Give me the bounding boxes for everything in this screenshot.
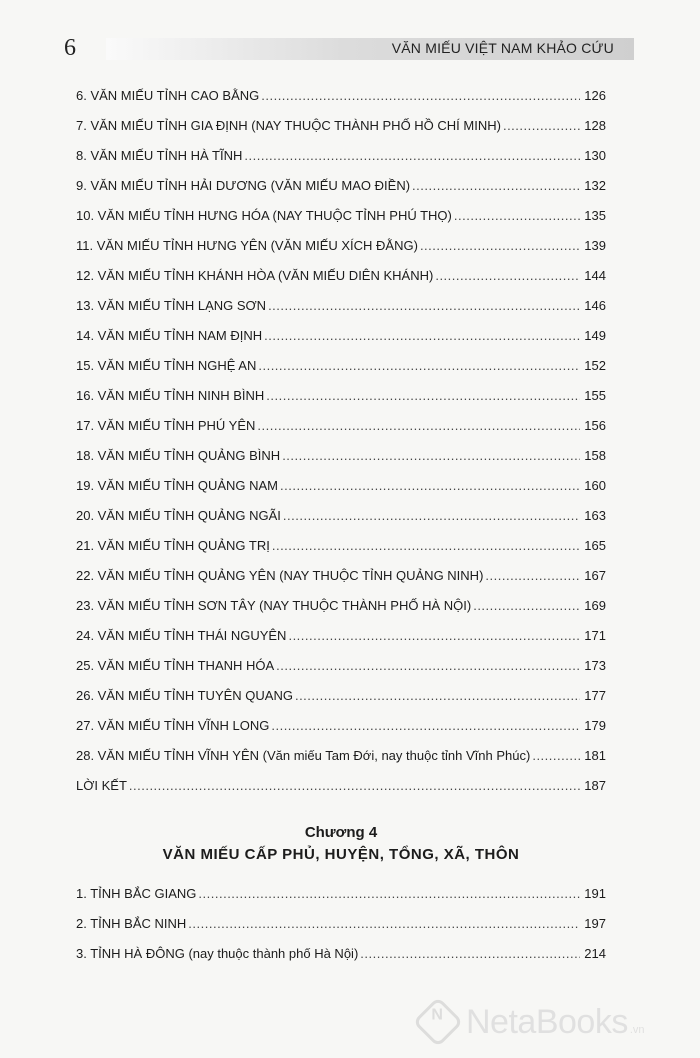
toc-entry xyxy=(76,688,606,718)
watermark-text: NetaBooks xyxy=(466,1002,628,1041)
toc-entry-page: 169 xyxy=(584,598,606,613)
toc-entry xyxy=(76,748,606,778)
toc-entry-page: 132 xyxy=(584,178,606,193)
dot-leader xyxy=(435,268,580,283)
toc-entry-title: 21. VĂN MIẾU TỈNH QUẢNG TRỊ xyxy=(76,538,270,553)
toc-entry xyxy=(76,478,606,508)
toc-entry-page: 144 xyxy=(584,268,606,283)
toc-entry xyxy=(76,568,606,598)
toc-entry-page: 160 xyxy=(584,478,606,493)
toc-entry-title: 16. VĂN MIẾU TỈNH NINH BÌNH xyxy=(76,388,265,403)
toc-entry xyxy=(76,418,606,448)
toc-entry xyxy=(76,538,606,568)
toc-entry-title: 19. VĂN MIẾU TỈNH QUẢNG NAM xyxy=(76,478,279,493)
toc-entry-title: 7. VĂN MIẾU TỈNH GIA ĐỊNH (NAY THUỘC THÀNH PHỐ HỒ CHÍ MINH) xyxy=(76,118,501,133)
dot-leader xyxy=(280,478,580,493)
dot-leader xyxy=(258,358,580,373)
toc-entry-page: 126 xyxy=(584,88,606,103)
toc-entry xyxy=(76,778,606,808)
toc-entry-title: 17. VĂN MIẾU TỈNH PHÚ YÊN xyxy=(76,418,256,433)
toc-entry xyxy=(76,88,606,118)
toc-entry-page: 187 xyxy=(584,778,606,793)
toc-entry xyxy=(76,508,606,538)
dot-leader xyxy=(360,946,580,961)
dot-leader xyxy=(268,298,580,313)
toc-entry-title: 11. VĂN MIẾU TỈNH HƯNG YÊN (VĂN MIẾU XÍCH ĐẰNG) xyxy=(76,238,418,253)
dot-leader xyxy=(266,388,580,403)
chapter-number: Chương 4 xyxy=(304,824,378,841)
book-title: VĂN MIẾU VIỆT NAM KHẢO CỨU xyxy=(391,40,614,56)
dot-leader xyxy=(188,916,580,931)
toc-entry-title: 12. VĂN MIẾU TỈNH KHÁNH HÒA (VĂN MIẾU DIÊN KHÁNH) xyxy=(76,268,434,283)
toc-entry-title: 3. TỈNH HÀ ĐÔNG (nay thuộc thành phố Hà Nội) xyxy=(76,946,359,961)
table-of-contents xyxy=(76,88,606,976)
toc-entry xyxy=(76,628,606,658)
toc-entry-page: 135 xyxy=(584,208,606,223)
toc-entry-page: 156 xyxy=(584,418,606,433)
toc-entry-title: 24. VĂN MIẾU TỈNH THÁI NGUYÊN xyxy=(76,628,287,643)
toc-entry-page: 181 xyxy=(584,748,606,763)
toc-entry-page: 146 xyxy=(584,298,606,313)
toc-entry-title: 15. VĂN MIẾU TỈNH NGHỆ AN xyxy=(76,358,257,373)
dot-leader xyxy=(420,238,580,253)
toc-entry-page: 165 xyxy=(584,538,606,553)
dot-leader xyxy=(244,148,580,163)
dot-leader xyxy=(454,208,580,223)
toc-entry xyxy=(76,118,606,148)
toc-entry-title: 23. VĂN MIẾU TỈNH SƠN TÂY (NAY THUỘC THÀNH PHỐ HÀ NỘI) xyxy=(76,598,472,613)
toc-entry-page: 197 xyxy=(584,916,606,931)
toc-entry-page: 139 xyxy=(584,238,606,253)
toc-entry xyxy=(76,208,606,238)
dot-leader xyxy=(272,538,580,553)
toc-entry xyxy=(76,328,606,358)
dot-leader xyxy=(295,688,580,703)
toc-chapter-4-list xyxy=(76,886,606,976)
dot-leader xyxy=(282,448,580,463)
dot-leader xyxy=(412,178,580,193)
watermark-suffix: .vn xyxy=(629,1024,645,1036)
toc-entry-title: 25. VĂN MIẾU TỈNH THANH HÓA xyxy=(76,658,275,673)
toc-entry-page: 167 xyxy=(584,568,606,583)
toc-entry-page: 179 xyxy=(584,718,606,733)
toc-entry xyxy=(76,658,606,688)
dot-leader xyxy=(271,718,580,733)
toc-entry xyxy=(76,148,606,178)
toc-entry-title: 20. VĂN MIẾU TỈNH QUẢNG NGÃI xyxy=(76,508,281,523)
toc-entry-page: 191 xyxy=(584,886,606,901)
toc-entry-page: 152 xyxy=(584,358,606,373)
toc-entry-page: 163 xyxy=(584,508,606,523)
toc-entry-title: 2. TỈNH BẮC NINH xyxy=(76,916,187,931)
dot-leader xyxy=(503,118,580,133)
toc-chapter-3-list xyxy=(76,88,606,808)
page-number: 6 xyxy=(64,35,76,61)
netabooks-watermark xyxy=(420,994,645,1050)
dot-leader xyxy=(276,658,580,673)
toc-entry-title: 22. VĂN MIẾU TỈNH QUẢNG YÊN (NAY THUỘC TỈNH QUẢNG NINH) xyxy=(76,568,484,583)
toc-entry xyxy=(76,388,606,418)
toc-entry-title: 28. VĂN MIẾU TỈNH VĨNH YÊN (Văn miếu Tam Đới, nay thuộc tỉnh Vĩnh Phúc) xyxy=(76,748,531,763)
page-header xyxy=(62,34,634,64)
dot-leader xyxy=(288,628,580,643)
toc-entry xyxy=(76,886,606,916)
toc-entry xyxy=(76,298,606,328)
toc-entry-page: 128 xyxy=(584,118,606,133)
dot-leader xyxy=(257,418,580,433)
dot-leader xyxy=(473,598,580,613)
chapter-title: VĂN MIẾU CẤP PHỦ, HUYỆN, TỔNG, XÃ, THÔN xyxy=(162,846,520,863)
toc-entry xyxy=(76,448,606,478)
toc-entry-title: 14. VĂN MIẾU TỈNH NAM ĐỊNH xyxy=(76,328,263,343)
toc-entry-page: 171 xyxy=(584,628,606,643)
toc-entry-title: 6. VĂN MIẾU TỈNH CAO BẰNG xyxy=(76,88,260,103)
dot-leader xyxy=(261,88,580,103)
toc-entry-page: 177 xyxy=(584,688,606,703)
dot-leader xyxy=(532,748,580,763)
dot-leader xyxy=(485,568,580,583)
toc-entry-page: 130 xyxy=(584,148,606,163)
toc-entry xyxy=(76,238,606,268)
toc-entry xyxy=(76,598,606,628)
toc-entry-title: 9. VĂN MIẾU TỈNH HẢI DƯƠNG (VĂN MIẾU MAO ĐIỀN) xyxy=(76,178,411,193)
toc-entry-page: 214 xyxy=(584,946,606,961)
toc-entry xyxy=(76,268,606,298)
toc-entry xyxy=(76,178,606,208)
netabooks-logo-icon: N xyxy=(413,997,464,1048)
toc-entry xyxy=(76,358,606,388)
toc-entry-title: 8. VĂN MIẾU TỈNH HÀ TĨNH xyxy=(76,148,243,163)
dot-leader xyxy=(283,508,580,523)
chapter-heading xyxy=(76,824,606,876)
toc-entry-title: 18. VĂN MIẾU TỈNH QUẢNG BÌNH xyxy=(76,448,281,463)
toc-entry xyxy=(76,916,606,946)
toc-entry-page: 173 xyxy=(584,658,606,673)
toc-entry-title: 26. VĂN MIẾU TỈNH TUYÊN QUANG xyxy=(76,688,293,703)
dot-leader xyxy=(198,886,580,901)
toc-entry-title: LỜI KẾT xyxy=(76,778,127,793)
dot-leader xyxy=(264,328,580,343)
toc-entry-page: 149 xyxy=(584,328,606,343)
toc-entry-title: 10. VĂN MIẾU TỈNH HƯNG HÓA (NAY THUỘC TỈNH PHÚ THỌ) xyxy=(76,208,452,223)
toc-entry-page: 158 xyxy=(584,448,606,463)
toc-entry xyxy=(76,718,606,748)
dot-leader xyxy=(129,778,580,793)
toc-entry-title: 13. VĂN MIẾU TỈNH LẠNG SƠN xyxy=(76,298,267,313)
toc-entry-page: 155 xyxy=(584,388,606,403)
toc-entry xyxy=(76,946,606,976)
toc-entry-title: 1. TỈNH BẮC GIANG xyxy=(76,886,197,901)
toc-entry-title: 27. VĂN MIẾU TỈNH VĨNH LONG xyxy=(76,718,270,733)
